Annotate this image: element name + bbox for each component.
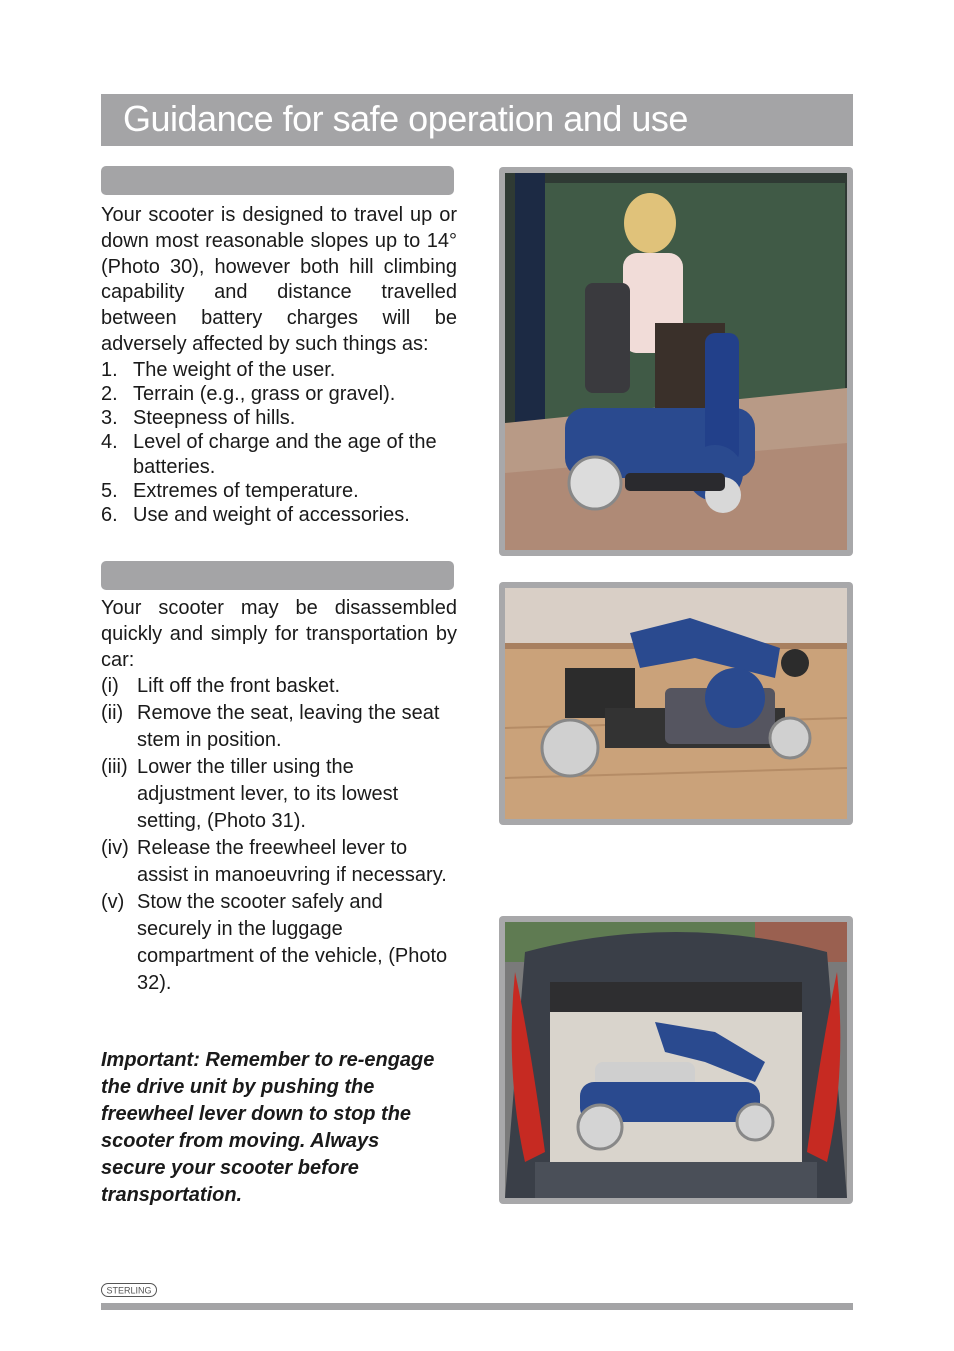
footer-bar [101, 1303, 853, 1310]
transport-intro-paragraph: Your scooter may be disassembled quickly and simply for transportation by car: [101, 597, 457, 671]
svg-text:STERLING: STERLING [106, 1285, 152, 1296]
list-item: (i) Lift off the front basket. [101, 675, 341, 698]
list-item: (iv) Release the freewheel lever to assist in manoeuvring if necessary. [101, 837, 447, 887]
list-item: 2. Terrain (e.g., grass or gravel). [101, 382, 396, 405]
list-item: 1. The weight of the user. [101, 358, 336, 381]
photo-car-boot [499, 916, 853, 1204]
section-hills-text [101, 203, 457, 527]
hills-intro-paragraph: Your scooter is designed to travel up or down most reasonable slopes up to 14° (Photo 30), however both hill climbing capability and distance travelled between battery charges will be adversely affected by such things as: [101, 204, 457, 355]
photo-slope [499, 167, 853, 556]
section-heading-bar-hills [101, 166, 454, 195]
list-item: (ii) Remove the seat, leaving the seat stem in position. [101, 702, 440, 752]
list-item: 5. Extremes of temperature. [101, 479, 359, 502]
list-item: (iii) Lower the tiller using the adjustment lever, to its lowest setting, (Photo 31). [101, 756, 399, 833]
section-heading-bar-transport [101, 561, 454, 590]
scooter-in-car-image [505, 922, 847, 1198]
list-item: (v) Stow the scooter safely and securely in the luggage compartment of the vehicle, (Photo 32). [101, 891, 448, 995]
list-item: 4. Level of charge and the age of the batteries. [101, 431, 437, 478]
scooter-on-slope-image [505, 173, 847, 550]
photo-disassembled [499, 582, 853, 825]
page-title: Guidance for safe operation and use [123, 98, 688, 139]
sterling-logo [101, 1283, 157, 1297]
list-item: 6. Use and weight of accessories. [101, 504, 410, 526]
important-note: Important: Remember to re-engage the drive unit by pushing the freewheel lever down to stop the scooter from moving. Always secure your scooter before transportation. [101, 1049, 435, 1206]
factors-list [101, 358, 457, 527]
scooter-disassembled-image [505, 588, 847, 819]
section-transport-text [101, 596, 457, 997]
disassembly-steps-list [101, 673, 457, 997]
list-item: 3. Steepness of hills. [101, 407, 296, 430]
title-bar [101, 94, 853, 146]
